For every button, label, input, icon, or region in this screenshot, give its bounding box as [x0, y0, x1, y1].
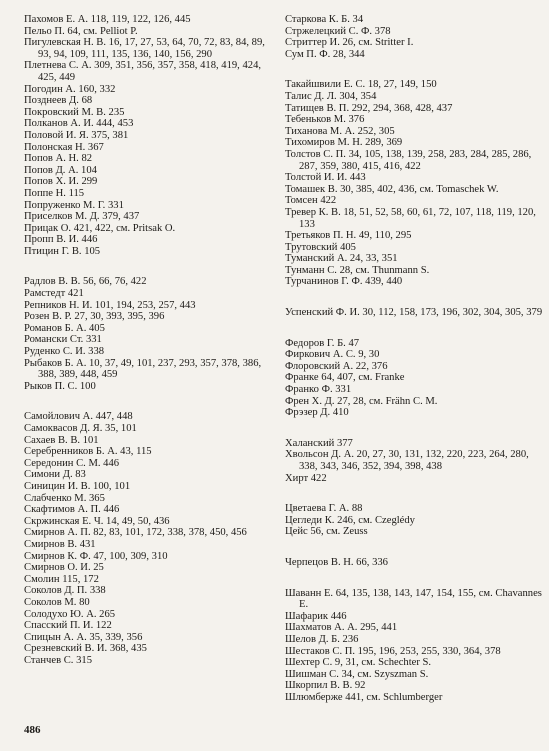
- index-entry: Рыков П. С. 100: [24, 380, 96, 392]
- index-entry: Позднеев Д. 68: [24, 95, 93, 107]
- index-entry: Туманский А. 24, 33, 351: [285, 253, 398, 265]
- index-entry: Синицин И. В. 100, 101: [24, 480, 131, 492]
- index-entry: Толстой И. И. 443: [285, 172, 366, 184]
- index-entry: Романов Б. А. 405: [24, 322, 105, 334]
- index-entry: Пахомов Е. А. 118, 119, 122, 126, 445: [24, 14, 191, 25]
- right-column: [285, 14, 543, 704]
- index-entry: Смирнов О. И. 25: [24, 562, 104, 574]
- index-entry: Попов А. Н. 82: [24, 153, 93, 165]
- index-entry: Шкорпил В. В. 92: [285, 680, 366, 692]
- group-separator: [285, 319, 543, 338]
- page-number: 486: [24, 724, 41, 736]
- index-entry: Смирнов В. 431: [24, 538, 96, 550]
- index-entry: Приселков М. Д. 379, 437: [24, 211, 140, 223]
- index-entry: Шишман С. 34, см. Szyszman S.: [285, 668, 429, 680]
- index-entry: Спицын А. А. 35, 339, 356: [24, 631, 143, 643]
- index-letter-group: [285, 14, 543, 60]
- index-entry: Скржинская Е. Ч. 14, 49, 50, 436: [24, 515, 170, 527]
- index-entry: Успенский Ф. И. 30, 112, 158, 173, 196, 302, 304, 305, 379: [285, 307, 543, 319]
- group-separator: [285, 60, 543, 79]
- index-entry: Тревер К. В. 18, 51, 52, 58, 60, 61, 72, 107, 118, 119, 120, 133: [285, 206, 536, 230]
- index-entry: Радлов В. В. 56, 66, 76, 422: [24, 276, 147, 288]
- index-letter-group: [24, 14, 272, 257]
- index-entry: Хирт 422: [285, 472, 327, 484]
- index-entry: Франко Ф. 331: [285, 384, 352, 396]
- index-entry: Руденко С. И. 338: [24, 346, 105, 358]
- index-letter-group: [285, 438, 543, 484]
- index-entry: Половой И. Я. 375, 381: [24, 129, 129, 141]
- index-entry: Самоквасов Д. Я. 35, 101: [24, 423, 137, 434]
- index-entry: Попруженко М. Г. 331: [24, 199, 124, 211]
- index-entry: Френ Х. Д. 27, 28, см. Frähn C. M.: [285, 395, 438, 407]
- index-entry: Пигулевская Н. В. 16, 17, 27, 53, 64, 70, 72, 83, 84, 89, 93, 94, 109, 111, 135, 136, 140, 156, 290: [24, 37, 265, 60]
- index-letter-group: [24, 411, 272, 666]
- group-separator: [285, 484, 543, 503]
- index-entry: Соколов Д. П. 338: [24, 585, 106, 597]
- index-entry: Тиханова М. А. 252, 305: [285, 125, 395, 137]
- index-entry: Шахматов А. А. 295, 441: [285, 622, 398, 634]
- index-entry: Черпецов В. Н. 66, 336: [285, 556, 388, 568]
- index-entry: Томсен 422: [285, 195, 337, 207]
- index-entry: Соколов М. 80: [24, 596, 90, 608]
- index-entry: Плетнева С. А. 309, 351, 356, 357, 358, 418, 419, 424, 425, 449: [24, 60, 262, 83]
- index-entry: Середонин С. М. 446: [24, 457, 120, 469]
- index-entry: Погодин А. 160, 332: [24, 83, 116, 95]
- index-entry: Пельо П. 64, см. Pelliot P.: [24, 25, 138, 37]
- group-separator: [285, 419, 543, 438]
- index-entry: Полонская Н. 367: [24, 141, 104, 153]
- index-entry: Спасский П. И. 122: [24, 620, 112, 632]
- index-entry: Шестаков С. П. 195, 196, 253, 255, 330, 364, 378: [285, 645, 501, 657]
- index-entry: Флоровский А. 22, 376: [285, 360, 388, 372]
- index-entry: Шелов Д. Б. 236: [285, 633, 359, 645]
- index-entry: Самойлович А. 447, 448: [24, 411, 133, 423]
- index-entry: Солодухо Ю. А. 265: [24, 608, 116, 620]
- index-entry: Попов Х. И. 299: [24, 176, 98, 188]
- index-entry: Цейс 56, см. Zeuss: [285, 526, 368, 538]
- index-entry: Скафтимов А. П. 446: [24, 504, 120, 516]
- group-separator: [24, 392, 272, 411]
- index-entry: Рыбаков Б. А. 10, 37, 49, 101, 237, 293, 357, 378, 386, 388, 389, 448, 459: [24, 357, 262, 381]
- index-entry: Птицин Г. В. 105: [24, 245, 101, 257]
- index-entry: Трутовский 405: [285, 241, 356, 253]
- index-entry: Цветаева Г. А. 88: [285, 503, 363, 515]
- index-entry: Станчев С. 315: [24, 654, 92, 666]
- index-entry: Слабченко М. 365: [24, 492, 105, 504]
- index-entry: Сум П. Ф. 28, 344: [285, 48, 365, 60]
- index-entry: Шафарик 446: [285, 610, 347, 622]
- index-entry: Толстов С. П. 34, 105, 138, 139, 258, 283, 284, 285, 286, 287, 359, 380, 415, 416, 422: [285, 148, 532, 172]
- index-entry: Цегледи К. 246, см. Czeglédy: [285, 514, 415, 526]
- index-entry: Смирнов К. Ф. 47, 100, 309, 310: [24, 550, 168, 562]
- index-entry: Покровский М. В. 235: [24, 106, 125, 118]
- index-letter-group: [285, 79, 543, 288]
- index-letter-group: [285, 557, 543, 569]
- group-separator: [24, 257, 272, 276]
- index-letter-group: [285, 588, 543, 704]
- index-entry: Хвольсон Д. А. 20, 27, 30, 131, 132, 220, 223, 264, 280, 338, 343, 346, 352, 394, 398, 438: [285, 449, 529, 472]
- index-entry: Сахаев В. В. 101: [24, 434, 99, 446]
- index-letter-group: [285, 503, 543, 538]
- index-entry: Полканов А. И. 444, 453: [24, 118, 134, 130]
- index-entry: Шаванн Е. 64, 135, 138, 143, 147, 154, 155, см. Chavannes E.: [285, 587, 542, 611]
- index-entry: Старкова К. Б. 34: [285, 14, 364, 25]
- index-letter-group: [285, 307, 543, 319]
- index-entry: Шехтер С. 9, 31, см. Schechter S.: [285, 657, 432, 669]
- index-entry: Репников Н. И. 101, 194, 253, 257, 443: [24, 299, 196, 311]
- index-entry: Томашек В. 30, 385, 402, 436, см. Tomaschek W.: [285, 183, 499, 195]
- index-entry: Талис Д. Л. 304, 354: [285, 90, 377, 102]
- index-letter-group: [285, 338, 543, 419]
- index-entry: Такайшвили Е. С. 18, 27, 149, 150: [285, 79, 437, 91]
- index-entry: Романски Ст. 331: [24, 334, 102, 346]
- index-entry: Стриттер И. 26, см. Stritter I.: [285, 37, 414, 49]
- index-entry: Тебеньков М. 376: [285, 114, 365, 126]
- index-entry: Серебренников Б. А. 43, 115: [24, 446, 152, 458]
- index-entry: Стржелецкий С. Ф. 378: [285, 25, 391, 37]
- index-entry: Халанский 377: [285, 437, 353, 449]
- index-entry: Татищев В. П. 292, 294, 368, 428, 437: [285, 102, 453, 114]
- left-column: [24, 14, 272, 666]
- index-entry: Фрэзер Д. 410: [285, 407, 349, 419]
- index-entry: Попов Д. А. 104: [24, 164, 97, 176]
- index-letter-group: [24, 276, 272, 392]
- index-entry: Срезневский В. И. 368, 435: [24, 643, 147, 655]
- index-entry: Прицак О. 421, 422, см. Pritsak O.: [24, 222, 176, 234]
- group-separator: [285, 569, 543, 588]
- index-entry: Фиркович А. С. 9, 30: [285, 349, 380, 361]
- index-entry: Шлюмберже 441, см. Schlumberger: [285, 691, 443, 703]
- index-entry: Пропп В. И. 446: [24, 234, 98, 246]
- group-separator: [285, 288, 543, 307]
- index-entry: Симони Д. 83: [24, 469, 86, 481]
- index-entry: Тунманн С. 28, см. Thunmann S.: [285, 264, 430, 276]
- index-entry: Рамстедт 421: [24, 288, 84, 300]
- index-entry: Смолин 115, 172: [24, 573, 99, 585]
- index-entry: Третьяков П. Н. 49, 110, 295: [285, 230, 412, 242]
- index-entry: Смирнов А. П. 82, 83, 101, 172, 338, 378, 450, 456: [24, 527, 247, 539]
- index-entry: Поппе Н. 115: [24, 187, 85, 199]
- group-separator: [285, 538, 543, 557]
- index-entry: Тихомиров М. Н. 289, 369: [285, 137, 403, 149]
- index-entry: Франке 64, 407, см. Franke: [285, 372, 405, 384]
- index-entry: Розен В. Р. 27, 30, 393, 395, 396: [24, 311, 165, 323]
- index-entry: Турчанинов Г. Ф. 439, 440: [285, 276, 403, 288]
- index-entry: Федоров Г. Б. 47: [285, 337, 360, 349]
